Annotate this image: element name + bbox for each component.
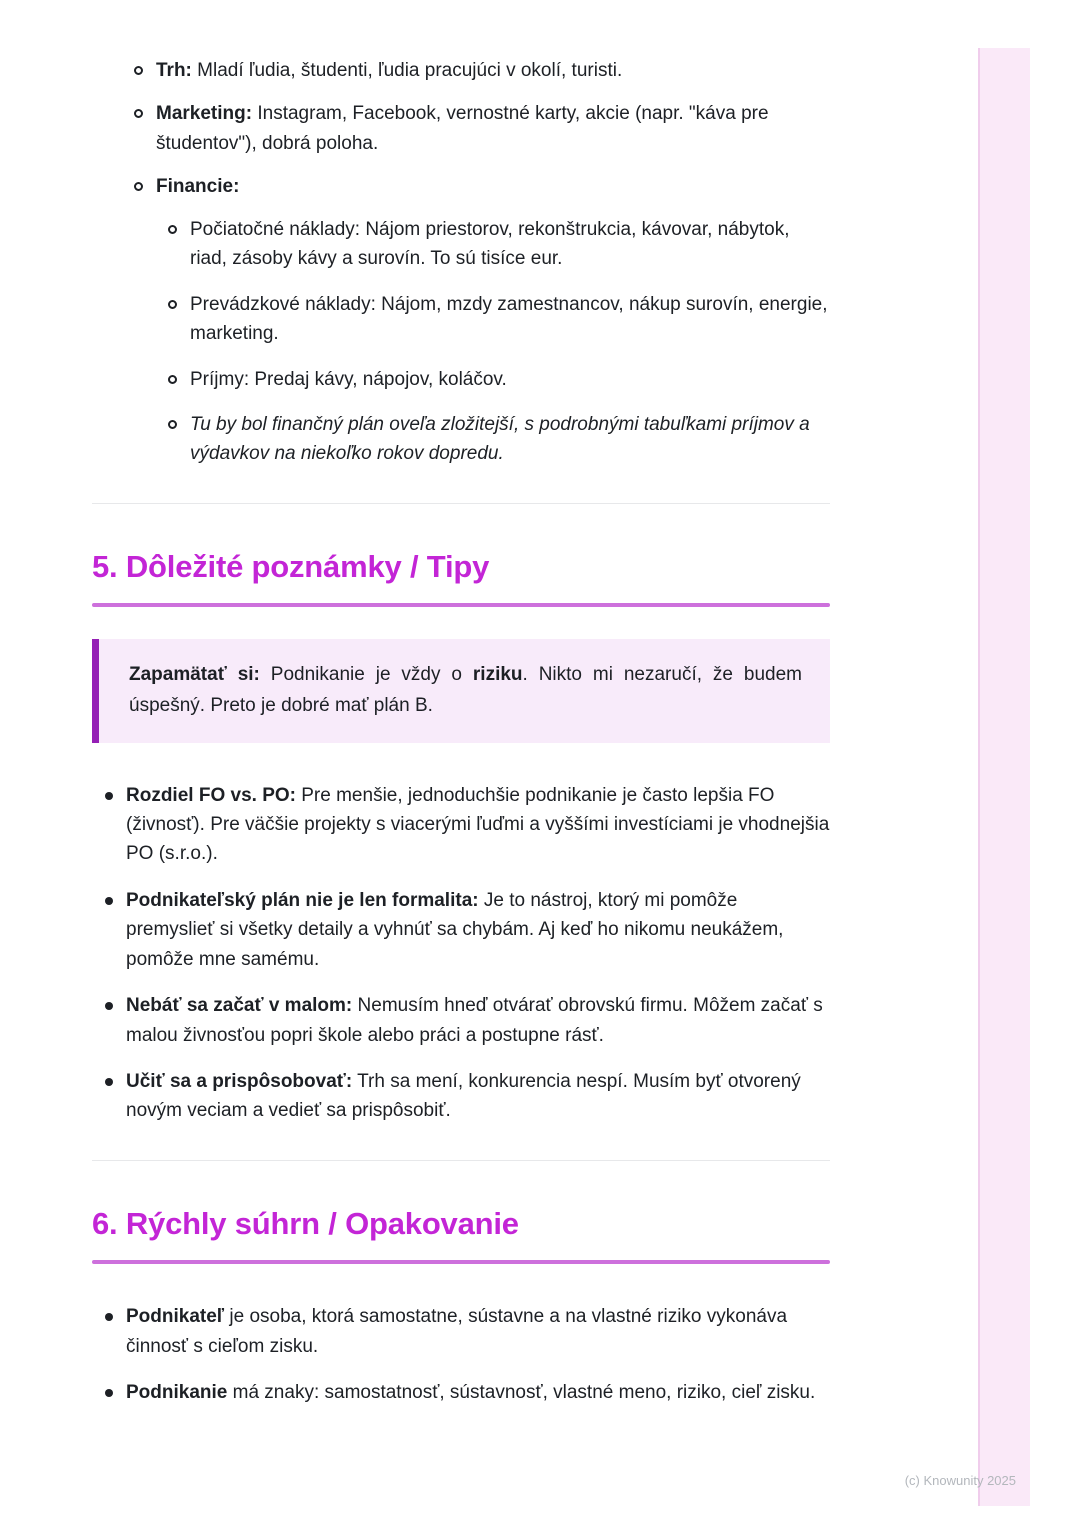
sub-item-text: Prevádzkové náklady: Nájom, mzdy zamestnancov, nákup surovín, energie, marketing. — [190, 293, 828, 345]
callout-text — [129, 660, 802, 722]
page-edge-strip — [978, 48, 1030, 1506]
circle-bullet-icon — [134, 66, 143, 75]
sub-list-item — [156, 365, 830, 394]
disc-bullet-icon — [105, 1389, 113, 1397]
circle-bullet-icon — [168, 225, 177, 234]
remember-callout-box — [92, 639, 830, 743]
section-6-title: 6. Rýchly súhrn / Opakovanie — [92, 1205, 519, 1241]
tips-list — [92, 781, 830, 1126]
item-bold-lead: Marketing: — [156, 103, 253, 125]
list-item-text — [126, 886, 830, 974]
item-bold-lead: Podnikateľský plán nie je len formalita: — [126, 889, 479, 911]
item-text: Pre menšie, jednoduchšie podnikanie je často lepšia FO (živnosť). Pre väčšie projekty s viacerými ľuďmi a vyššími investíciami je vhodnejšia PO (s.r.o.). — [126, 784, 830, 865]
summary-item — [92, 1302, 830, 1361]
circle-bullet-icon — [134, 109, 143, 118]
tips-item — [92, 781, 830, 869]
financie-label-line — [156, 172, 830, 201]
sub-list-item — [156, 215, 830, 274]
item-text: je osoba, ktorá samostatne, sústavne a na vlastné riziko vykonáva činnosť s cieľom zisku. — [126, 1306, 788, 1357]
item-text: Mladí ľudia, študenti, ľudia pracujúci v okolí, turisti. — [191, 60, 623, 81]
callout-bold-lead: Zapamätať si: — [129, 664, 260, 685]
section-5-underline — [92, 603, 830, 607]
list-item-text — [126, 991, 830, 1050]
item-bold-lead: Nebáť sa začať v malom: — [126, 995, 353, 1017]
item-text: Trh sa mení, konkurencia nespí. Musím byť otvorený novým veciam a vedieť sa prispôsobiť. — [126, 1071, 801, 1122]
financie-sub-list — [156, 215, 830, 469]
circle-bullet-icon — [168, 300, 177, 309]
item-bold-lead: Financie: — [156, 176, 240, 198]
sub-item-text: Príjmy: Predaj kávy, nápojov, koláčov. — [190, 368, 507, 390]
list-item-trh — [92, 56, 830, 85]
callout-bold-mid: riziku — [472, 664, 523, 685]
list-item-text — [156, 172, 830, 469]
list-item-text — [126, 1378, 815, 1407]
item-bold-lead: Rozdiel FO vs. PO: — [126, 784, 296, 806]
list-item-text — [156, 56, 622, 85]
list-item-text — [156, 99, 830, 158]
section-5-title: 5. Dôležité poznámky / Tipy — [92, 548, 490, 584]
disc-bullet-icon — [105, 1078, 113, 1086]
disc-bullet-icon — [105, 792, 113, 800]
circle-bullet-icon — [168, 375, 177, 384]
section-divider — [92, 503, 830, 504]
section-divider — [92, 1160, 830, 1161]
list-item-financie — [92, 172, 830, 469]
sub-list-item-note — [156, 410, 830, 469]
item-bold-lead: Trh: — [156, 60, 192, 81]
disc-bullet-icon — [105, 1002, 113, 1010]
tips-item — [92, 1067, 830, 1126]
callout-text-end: . Nikto mi nezaručí, že budem úspešný. Preto je dobré mať plán B. — [129, 664, 802, 716]
list-item-marketing — [92, 99, 830, 158]
sub-item-text: Počiatočné náklady: Nájom priestorov, rekonštrukcia, kávovar, nábytok, riad, zásoby kávy a surovín. To sú tisíce eur. — [190, 218, 790, 270]
item-bold-lead: Podnikateľ — [126, 1306, 225, 1328]
summary-list — [92, 1302, 830, 1407]
circle-bullet-icon — [168, 420, 177, 429]
disc-bullet-icon — [105, 897, 113, 905]
section-6-underline — [92, 1260, 830, 1264]
copyright-footer: (c) Knowunity 2025 — [904, 1473, 1016, 1488]
sub-list-item — [156, 290, 830, 349]
market-finance-list — [92, 56, 830, 469]
list-item-text — [126, 1302, 830, 1361]
item-bold-lead: Učiť sa a prispôsobovať: — [126, 1071, 353, 1093]
list-item-text — [126, 781, 830, 869]
item-bold-lead: Podnikanie — [126, 1381, 228, 1403]
item-text: má znaky: samostatnosť, sústavnosť, vlastné meno, riziko, cieľ zisku. — [227, 1381, 816, 1403]
item-text: Instagram, Facebook, vernostné karty, akcie (napr. "káva pre študentov"), dobrá poloha. — [156, 103, 769, 154]
tips-item — [92, 991, 830, 1050]
callout-text-mid: Podnikanie je vždy o — [259, 664, 473, 685]
sub-item-text: Tu by bol finančný plán oveľa zložitejší, s podrobnými tabuľkami príjmov a výdavkov na niekoľko rokov dopredu. — [190, 413, 810, 465]
list-item-text — [126, 1067, 830, 1126]
item-text: Nemusím hneď otvárať obrovskú firmu. Môžem začať s malou živnosťou popri škole alebo práci a postupne rásť. — [126, 995, 823, 1046]
item-text: Je to nástroj, ktorý mi pomôže premyslieť si všetky detaily a vyhnúť sa chybám. Aj keď ho nikomu neukážem, pomôže mne samému. — [126, 889, 784, 970]
disc-bullet-icon — [105, 1313, 113, 1321]
summary-item — [92, 1378, 830, 1407]
circle-bullet-icon — [134, 182, 143, 191]
tips-item — [92, 886, 830, 974]
